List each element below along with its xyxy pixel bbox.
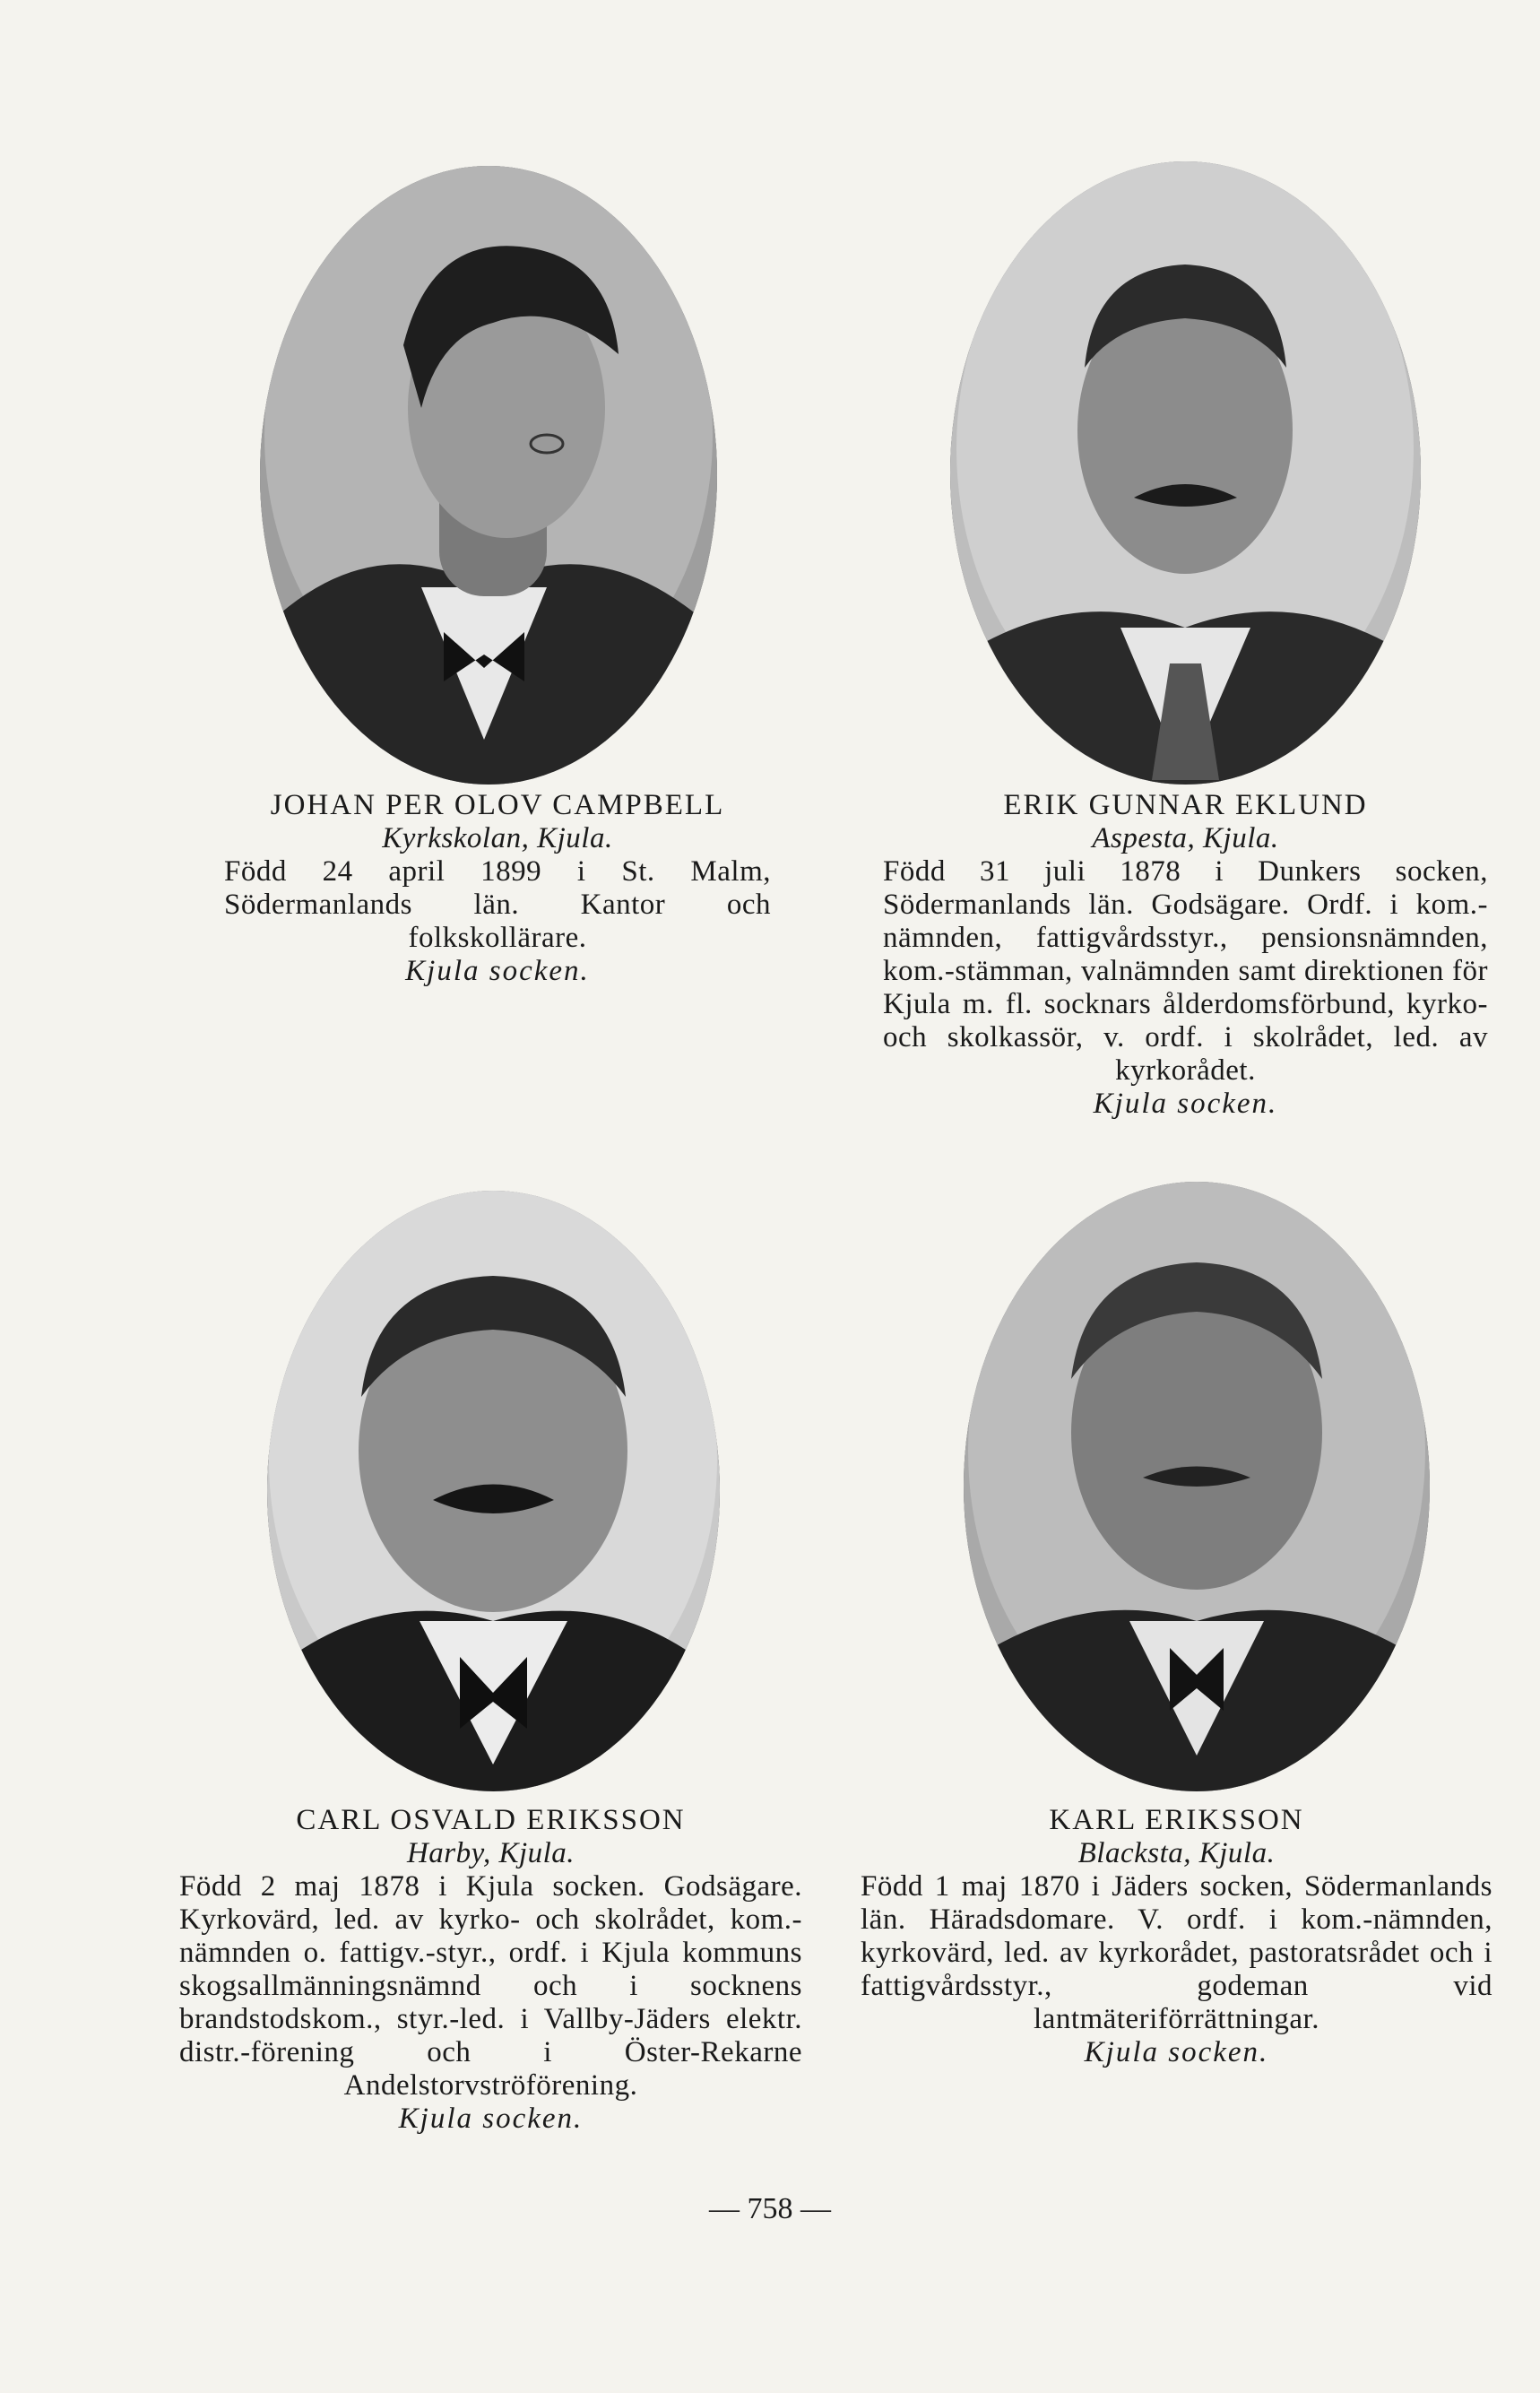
biography-entry-campbell [224,789,771,988]
portrait-photo-campbell [260,166,717,785]
biography-entry-carl-osvald-eriksson [179,1804,802,2136]
biography-text: Född 2 maj 1878 i Kjula socken. Godsägare. Kyrkovärd, led. av kyrko- och skolrådet, kom.-nämnden o. fattigv.-styr., ordf. i Kjula kommuns skogsallmänningsnämnd och i socknens brandstodskom., styr.-led. i Vallby-Jäders elektr. distr.-förening och i Öster-Rekarne Andelstorvströförening. [179,1870,802,2102]
person-name: ERIK GUNNAR EKLUND [1003,789,1368,821]
portrait-photo-eklund [950,161,1421,785]
page-number: — 758 — [709,2192,831,2225]
biography-entry-eklund [883,789,1488,1121]
portrait-photo-karl-eriksson [964,1182,1430,1791]
parish: Kjula socken. [1093,1088,1278,1120]
parish: Kjula socken. [405,955,590,987]
biography-text: Född 31 juli 1878 i Dunkers socken, Södermanlands län. Godsägare. Ordf. i kom.-nämnden, fattigvårdsstyr., pensionsnämnden, kom.-stämman, valnämnden samt direktionen för Kjula m. fl. socknars ålderdomsförbund, kyrko- och skolkassör, v. ordf. i skolrådet, led. av kyrkorådet. [883,855,1488,1087]
portrait-photo-carl-osvald-eriksson [267,1191,720,1791]
residence: Blacksta, Kjula. [1077,1837,1276,1869]
person-name: JOHAN PER OLOV CAMPBELL [270,789,725,821]
residence: Harby, Kjula. [406,1837,575,1869]
residence: Kyrkskolan, Kjula. [382,822,613,854]
person-name: CARL OSVALD ERIKSSON [296,1804,686,1836]
residence: Aspesta, Kjula. [1092,822,1279,854]
biography-entry-karl-eriksson [861,1804,1492,2069]
parish: Kjula socken. [1084,2036,1269,2068]
person-name: KARL ERIKSSON [1049,1804,1304,1836]
parish: Kjula socken. [398,2103,584,2135]
biography-text: Född 1 maj 1870 i Jäders socken, Södermanlands län. Häradsdomare. V. ordf. i kom.-nämnden, kyrkovärd, led. av kyrkorådet, pastoratsrådet och i fattigvårdsstyr., godeman vid lantmäteriförrättningar. [861,1870,1492,2035]
biography-text: Född 24 april 1899 i St. Malm, Södermanlands län. Kantor och folkskollärare. [224,855,771,954]
